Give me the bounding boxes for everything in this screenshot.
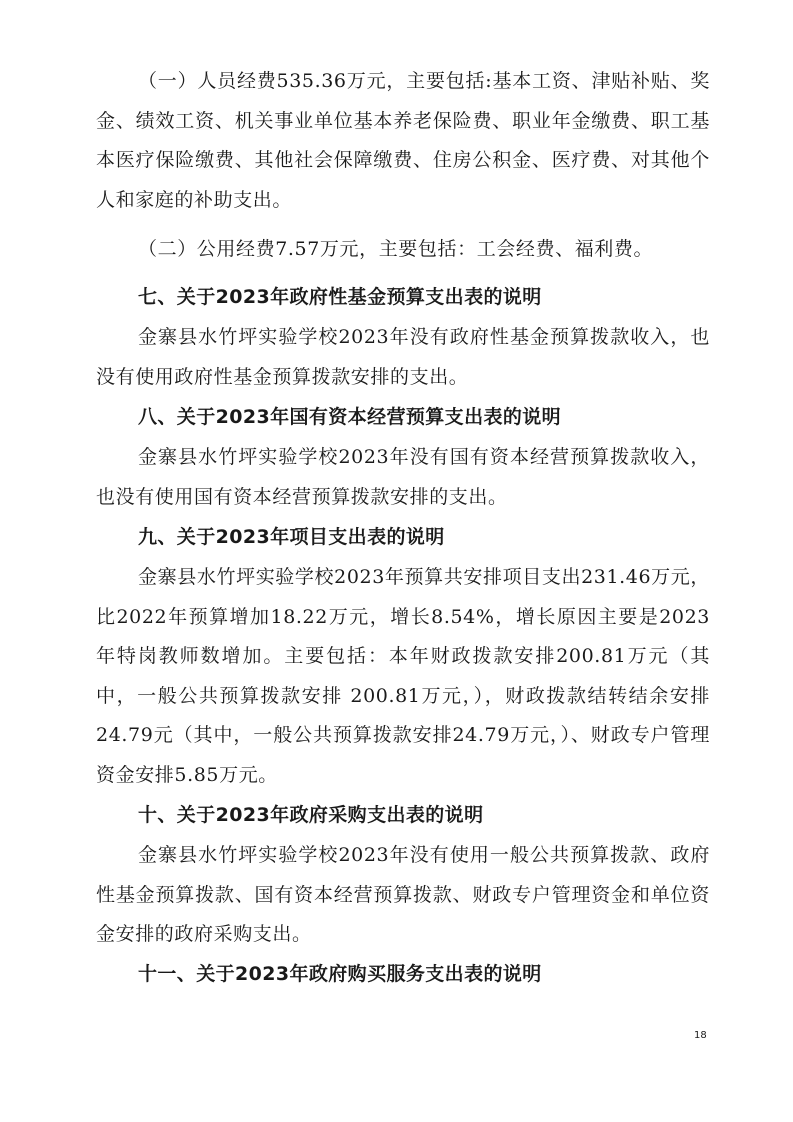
personnel-expense-paragraph: （一）人员经费535.36万元，主要包括:基本工资、津贴补贴、奖金、绩效工资、机关事业单位基本养老保险费、职业年金缴费、职工基本医疗保险缴费、其他社会保障缴费、住房公积金、医疗费、对其他个人和家庭的补助支出。: [96, 70, 710, 211]
section-body-9: 金寨县水竹坪实验学校2023年预算共安排项目支出231.46万元，比2022年预算增加18.22万元，增长8.54%，增长原因主要是2023年特岗教师数增加。主要包括：本年财政拨款安排200.81万元（其中，一般公共预算拨款安排 200.81万元，），财政拨款结转结余安排24.79元（其中，一般公共预算拨款安排24.79万元，）、财政专户管理资金安排5.85万元。: [96, 566, 710, 786]
section-body-7: 金寨县水竹坪实验学校2023年没有政府性基金预算拨款收入，也没有使用政府性基金预算拨款安排的支出。: [96, 326, 710, 388]
section-heading-11: 十一、关于2023年政府购买服务支出表的说明: [138, 963, 542, 985]
public-expense-paragraph: （二）公用经费7.57万元，主要包括：工会经费、福利费。: [138, 238, 654, 260]
section-heading-10: 十、关于2023年政府采购支出表的说明: [138, 804, 484, 826]
section-heading-9: 九、关于2023年项目支出表的说明: [138, 526, 445, 548]
section-heading-8: 八、关于2023年国有资本经营预算支出表的说明: [138, 406, 562, 428]
page-number: 18: [694, 1030, 707, 1041]
section-body-10: 金寨县水竹坪实验学校2023年没有使用一般公共预算拨款、政府性基金预算拨款、国有资本经营预算拨款、财政专户管理资金和单位资金安排的政府采购支出。: [96, 844, 710, 945]
section-heading-7: 七、关于2023年政府性基金预算支出表的说明: [138, 286, 542, 308]
section-body-8: 金寨县水竹坪实验学校2023年没有国有资本经营预算拨款收入，也没有使用国有资本经营预算拨款安排的支出。: [96, 446, 710, 508]
